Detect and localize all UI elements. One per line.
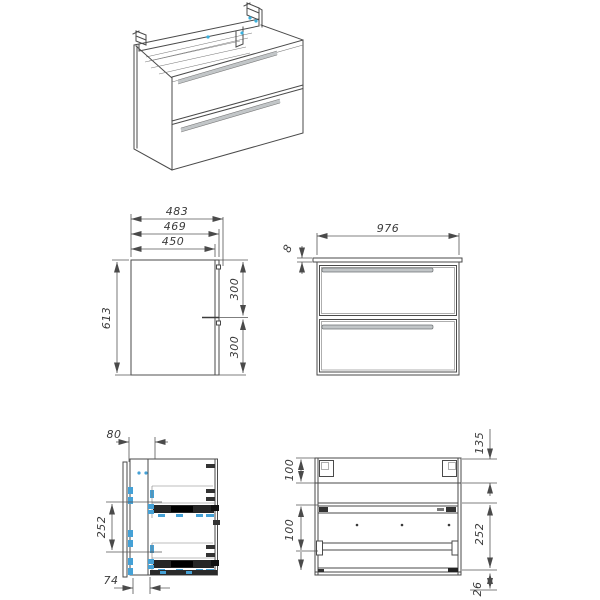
dim-section-top-inset: 80 xyxy=(106,428,122,441)
dim-section-drawer-pitch: 252 xyxy=(95,515,108,539)
dim-side-drawer-upper: 300 xyxy=(228,277,241,301)
view-side xyxy=(100,205,248,375)
dim-back-drawer-zone: 252 xyxy=(473,522,486,546)
drawer-handle-top-iso xyxy=(178,53,277,82)
hang-bracket-right xyxy=(443,461,457,477)
view-back-section xyxy=(283,429,497,597)
view-side-section xyxy=(95,428,220,594)
handle-profile-bottom xyxy=(217,321,221,325)
dim-side-depth-mid: 469 xyxy=(163,220,187,233)
dim-back-bracket-offset: 135 xyxy=(473,431,486,455)
drawer-handle-top-front xyxy=(322,268,433,272)
dim-section-bottom-inset: 74 xyxy=(103,574,119,587)
dim-back-top-zone: 100 xyxy=(283,458,296,482)
dim-side-depth-inner: 450 xyxy=(161,235,185,248)
dim-side-depth-outer: 483 xyxy=(165,205,189,218)
dim-front-width: 976 xyxy=(376,222,400,235)
dim-back-mid-zone: 100 xyxy=(283,518,296,542)
dim-back-bottom-gap: 26 xyxy=(471,581,484,597)
drawer-handle-bottom-front xyxy=(322,325,433,329)
dim-side-height: 613 xyxy=(100,306,113,330)
dim-front-top-thickness: 8 xyxy=(280,242,296,255)
dim-side-drawer-lower: 300 xyxy=(228,335,241,359)
view-front xyxy=(280,222,462,375)
handle-profile-top xyxy=(217,265,221,269)
view-isometric xyxy=(133,3,303,170)
